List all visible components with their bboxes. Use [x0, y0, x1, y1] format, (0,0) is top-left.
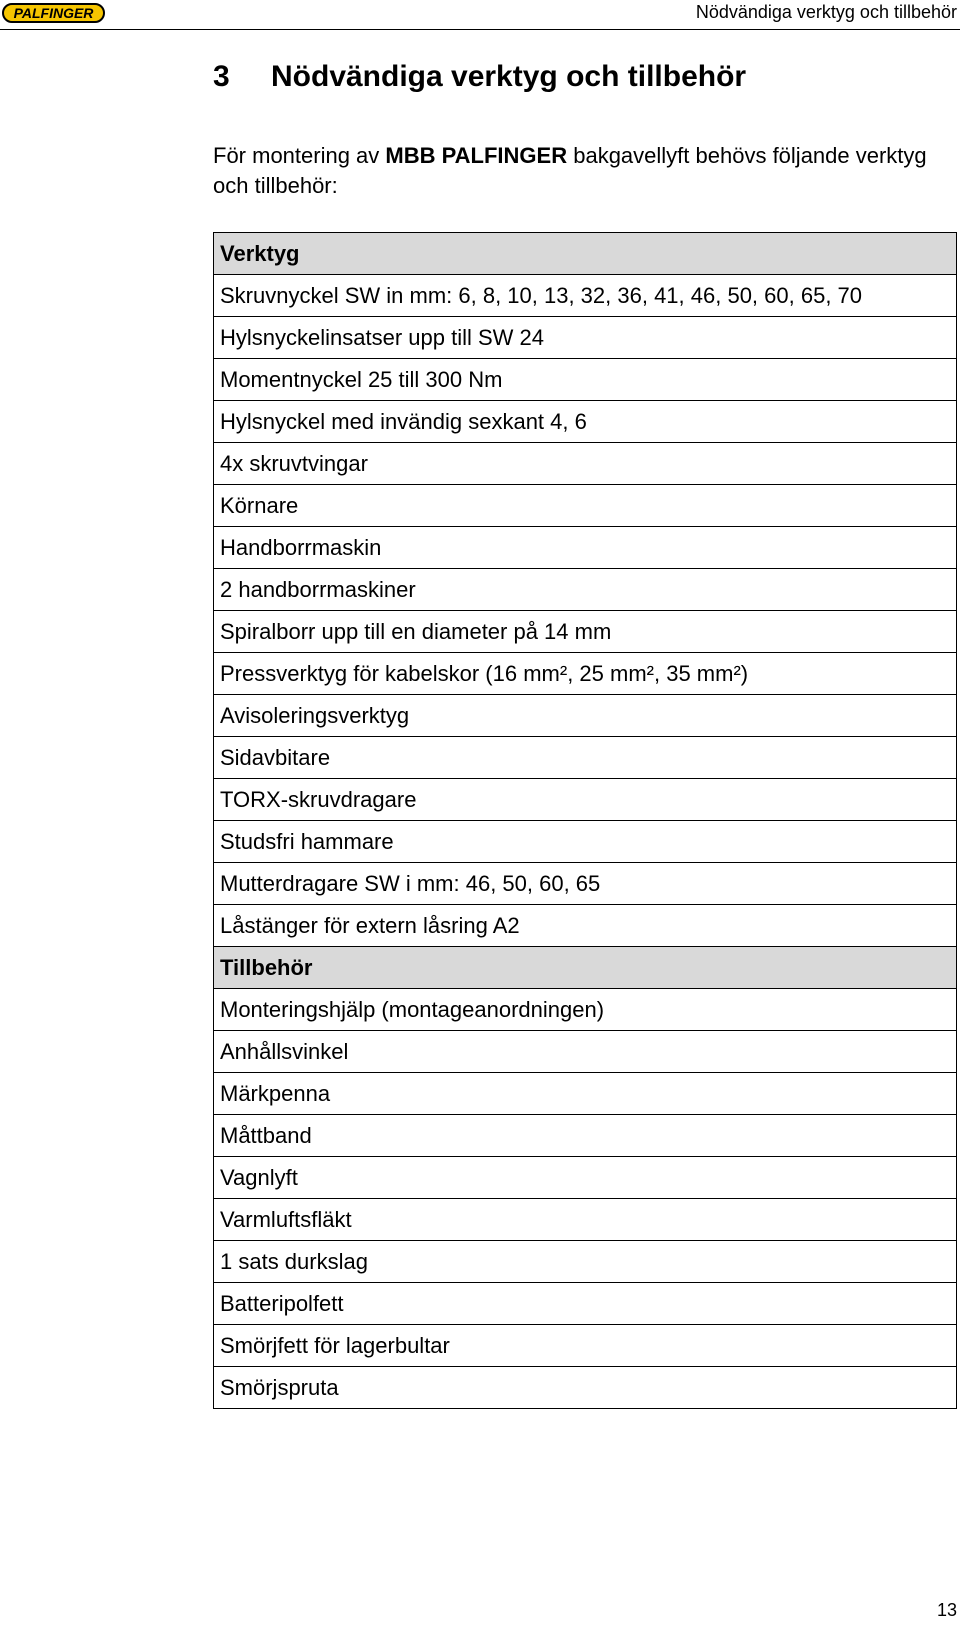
- table-row: [214, 275, 957, 317]
- tool-cell: Momentnyckel 25 till 300 Nm: [214, 359, 957, 401]
- tool-cell: Smörjfett för lagerbultar: [214, 1325, 957, 1367]
- table-row: [214, 1115, 957, 1157]
- page-header: [0, 0, 960, 30]
- table-row: [214, 317, 957, 359]
- table-row: [214, 611, 957, 653]
- tools-table: [213, 232, 957, 1409]
- tool-cell: Pressverktyg för kabelskor (16 mm², 25 mm², 35 mm²): [214, 653, 957, 695]
- tool-cell: Hylsnyckel med invändig sexkant 4, 6: [214, 401, 957, 443]
- tool-cell: Varmluftsfläkt: [214, 1199, 957, 1241]
- table-row: [214, 401, 957, 443]
- table-row: [214, 905, 957, 947]
- table-row: [214, 779, 957, 821]
- palfinger-logo-wordmark: [5, 5, 102, 21]
- table-row: [214, 1367, 957, 1409]
- tool-cell: 1 sats durkslag: [214, 1241, 957, 1283]
- page-number: 13: [936, 1600, 957, 1620]
- tool-cell: Körnare: [214, 485, 957, 527]
- tool-cell: Märkpenna: [214, 1073, 957, 1115]
- tool-cell: Studsfri hammare: [214, 821, 957, 863]
- table-row: [214, 653, 957, 695]
- table-row: [214, 863, 957, 905]
- table-row: [214, 1199, 957, 1241]
- intro-brand: MBB PALFINGER: [385, 143, 568, 168]
- table-row: [214, 485, 957, 527]
- tool-cell: Skruvnyckel SW in mm: 6, 8, 10, 13, 32, 36, 41, 46, 50, 60, 65, 70: [214, 275, 957, 317]
- table-row: [214, 527, 957, 569]
- palfinger-logo: [2, 3, 105, 23]
- intro-text-before: För montering av: [213, 143, 386, 168]
- table-row: [214, 821, 957, 863]
- header-divider: [0, 29, 960, 30]
- tool-cell: Sidavbitare: [214, 737, 957, 779]
- intro-text-after: bakgavellyft behövs följande verktyg och tillbehör:: [213, 143, 927, 198]
- chapter-heading: [213, 60, 746, 94]
- logo-text: PALFINGER: [13, 5, 94, 21]
- table-section-header: [214, 947, 957, 989]
- table-row: [214, 1325, 957, 1367]
- table-row: [214, 1283, 957, 1325]
- table-row: [214, 695, 957, 737]
- table-row: [214, 1073, 957, 1115]
- table-row: [214, 1241, 957, 1283]
- tool-cell: Mutterdragare SW i mm: 46, 50, 60, 65: [214, 863, 957, 905]
- chapter-title: Nödvändiga verktyg och tillbehör: [271, 60, 747, 93]
- tools-table-body: [214, 233, 957, 1409]
- tool-cell: TORX-skruvdragare: [214, 779, 957, 821]
- table-row: [214, 989, 957, 1031]
- tool-cell: 4x skruvtvingar: [214, 443, 957, 485]
- table-row: [214, 737, 957, 779]
- intro-paragraph: [213, 141, 933, 201]
- tool-cell: Låstänger för extern låsring A2: [214, 905, 957, 947]
- chapter-number: 3: [213, 60, 230, 93]
- tool-cell: Spiralborr upp till en diameter på 14 mm: [214, 611, 957, 653]
- tool-cell: Måttband: [214, 1115, 957, 1157]
- table-row: [214, 443, 957, 485]
- table-row: [214, 569, 957, 611]
- tool-cell: Anhållsvinkel: [214, 1031, 957, 1073]
- tool-cell: Handborrmaskin: [214, 527, 957, 569]
- tool-cell: Vagnlyft: [214, 1157, 957, 1199]
- running-header-title: Nödvändiga verktyg och tillbehör: [695, 2, 957, 22]
- tool-cell: Batteripolfett: [214, 1283, 957, 1325]
- section-title-cell: Verktyg: [214, 233, 957, 275]
- tool-cell: 2 handborrmaskiner: [214, 569, 957, 611]
- tool-cell: Avisoleringsverktyg: [214, 695, 957, 737]
- tool-cell: Smörjspruta: [214, 1367, 957, 1409]
- table-section-header: [214, 233, 957, 275]
- table-row: [214, 1157, 957, 1199]
- table-row: [214, 359, 957, 401]
- tool-cell: Monteringshjälp (montageanordningen): [214, 989, 957, 1031]
- tool-cell: Hylsnyckelinsatser upp till SW 24: [214, 317, 957, 359]
- section-title-cell: Tillbehör: [214, 947, 957, 989]
- table-row: [214, 1031, 957, 1073]
